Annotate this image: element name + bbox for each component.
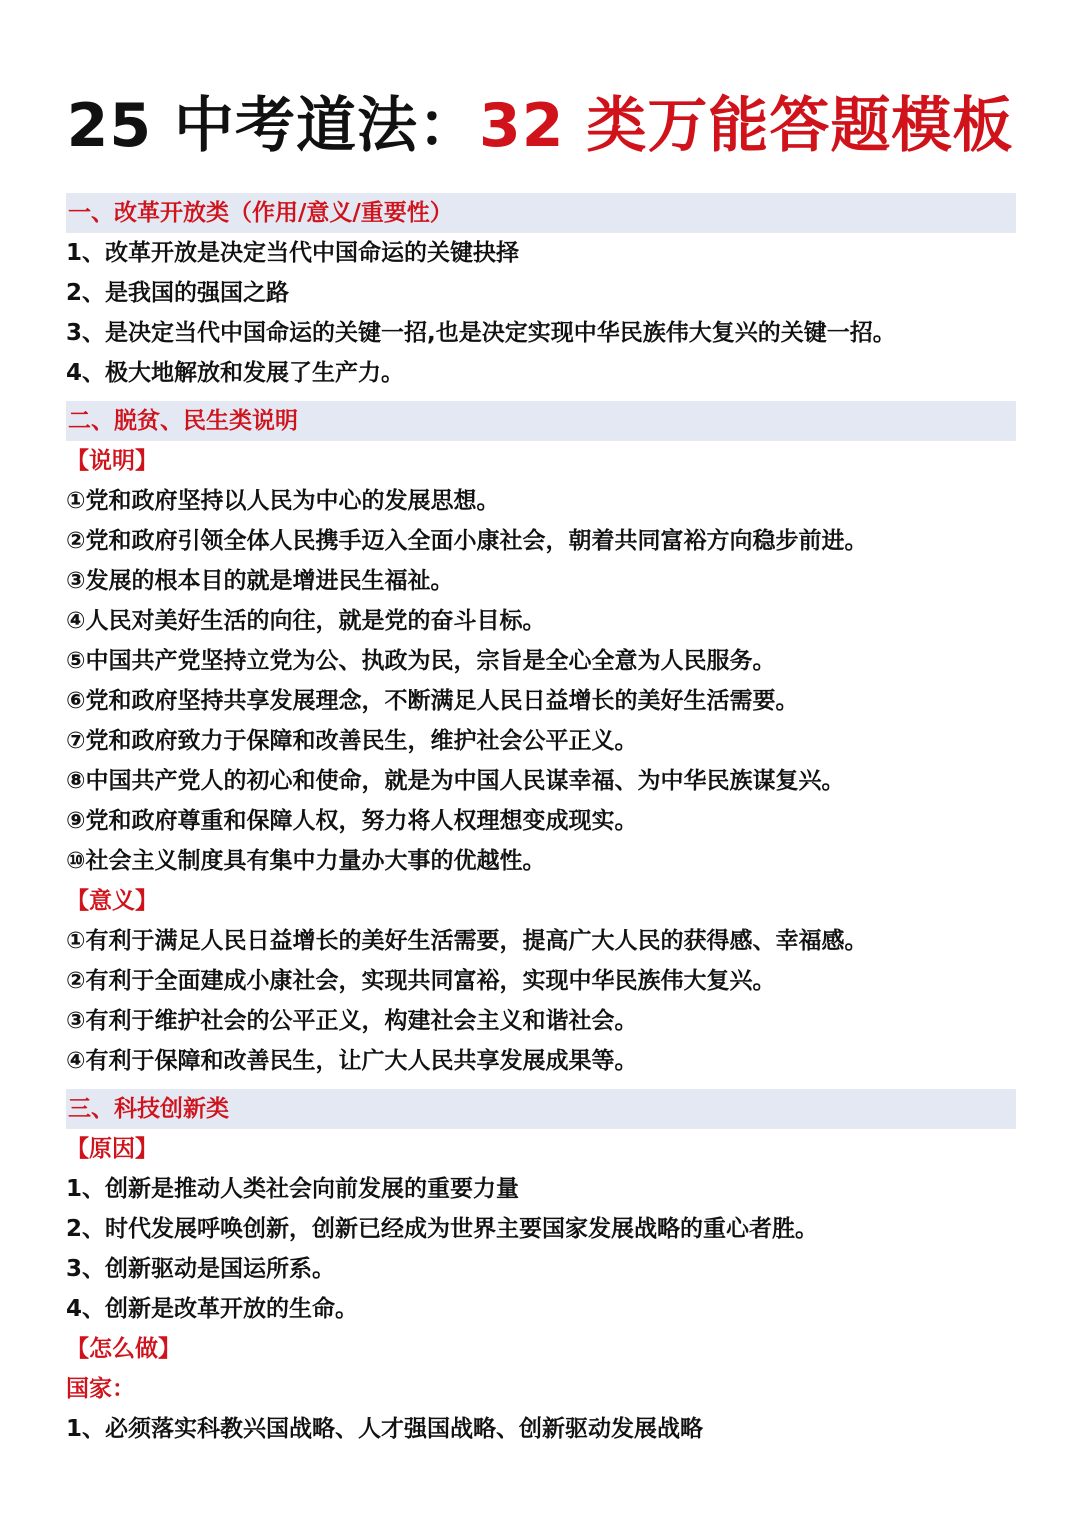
subsection-label: 【说明】 [66, 448, 158, 474]
list-item: 1、改革开放是决定当代中国命运的关键抉择 [66, 240, 520, 266]
list-item: ①党和政府坚持以人民为中心的发展思想。 [66, 488, 500, 514]
list-item: ④有利于保障和改善民生，让广大人民共享发展成果等。 [66, 1048, 638, 1074]
list-item: ⑨党和政府尊重和保障人权，努力将人权理想变成现实。 [66, 808, 638, 834]
list-item: 3、创新驱动是国运所系。 [66, 1256, 336, 1282]
list-item: ②有利于全面建成小康社会，实现共同富裕，实现中华民族伟大复兴。 [66, 968, 776, 994]
section-header: 二、脱贫、民生类说明 [66, 401, 1016, 441]
section-gap [66, 1081, 1016, 1089]
section [66, 193, 1016, 393]
subsection-label: 国家： [66, 1376, 135, 1402]
list-item: ④人民对美好生活的向往，就是党的奋斗目标。 [66, 608, 546, 634]
list-item: ⑩社会主义制度具有集中力量办大事的优越性。 [66, 848, 546, 874]
subsection-label: 【怎么做】 [66, 1336, 181, 1362]
list-item: 1、必须落实科教兴国战略、人才强国战略、创新驱动发展战略 [66, 1416, 704, 1442]
list-item: ③有利于维护社会的公平正义，构建社会主义和谐社会。 [66, 1008, 638, 1034]
subsection-label: 【原因】 [66, 1136, 158, 1162]
page-title-highlight: 32 类万能答题模板 [479, 91, 1014, 161]
list-item: 4、创新是改革开放的生命。 [66, 1296, 359, 1322]
section-header: 三、科技创新类 [66, 1089, 1016, 1129]
section-header: 一、改革开放类（作用/意义/重要性） [66, 193, 1016, 233]
list-item: ①有利于满足人民日益增长的美好生活需要，提高广大人民的获得感、幸福感。 [66, 928, 868, 954]
list-item: ⑧中国共产党人的初心和使命，就是为中国人民谋幸福、为中华民族谋复兴。 [66, 768, 845, 794]
list-item: 3、是决定当代中国命运的关键一招,也是决定实现中华民族伟大复兴的关键一招。 [66, 320, 896, 346]
section [66, 401, 1016, 1081]
list-item: ⑥党和政府坚持共享发展理念，不断满足人民日益增长的美好生活需要。 [66, 688, 799, 714]
list-item: ③发展的根本目的就是增进民生福祉。 [66, 568, 454, 594]
list-item: 2、是我国的强国之路 [66, 280, 290, 306]
page-title [0, 88, 1080, 164]
section [66, 1089, 1016, 1449]
subsection-label: 【意义】 [66, 888, 158, 914]
list-item: 4、极大地解放和发展了生产力。 [66, 360, 405, 386]
list-item: 2、时代发展呼唤创新，创新已经成为世界主要国家发展战略的重心者胜。 [66, 1216, 819, 1242]
document-body [66, 193, 1016, 1449]
section-gap [66, 393, 1016, 401]
page-title-main: 25 中考道法： [66, 91, 479, 161]
list-item: 1、创新是推动人类社会向前发展的重要力量 [66, 1176, 520, 1202]
list-item: ⑤中国共产党坚持立党为公、执政为民，宗旨是全心全意为人民服务。 [66, 648, 776, 674]
list-item: ⑦党和政府致力于保障和改善民生，维护社会公平正义。 [66, 728, 638, 754]
list-item: ②党和政府引领全体人民携手迈入全面小康社会，朝着共同富裕方向稳步前进。 [66, 528, 868, 554]
